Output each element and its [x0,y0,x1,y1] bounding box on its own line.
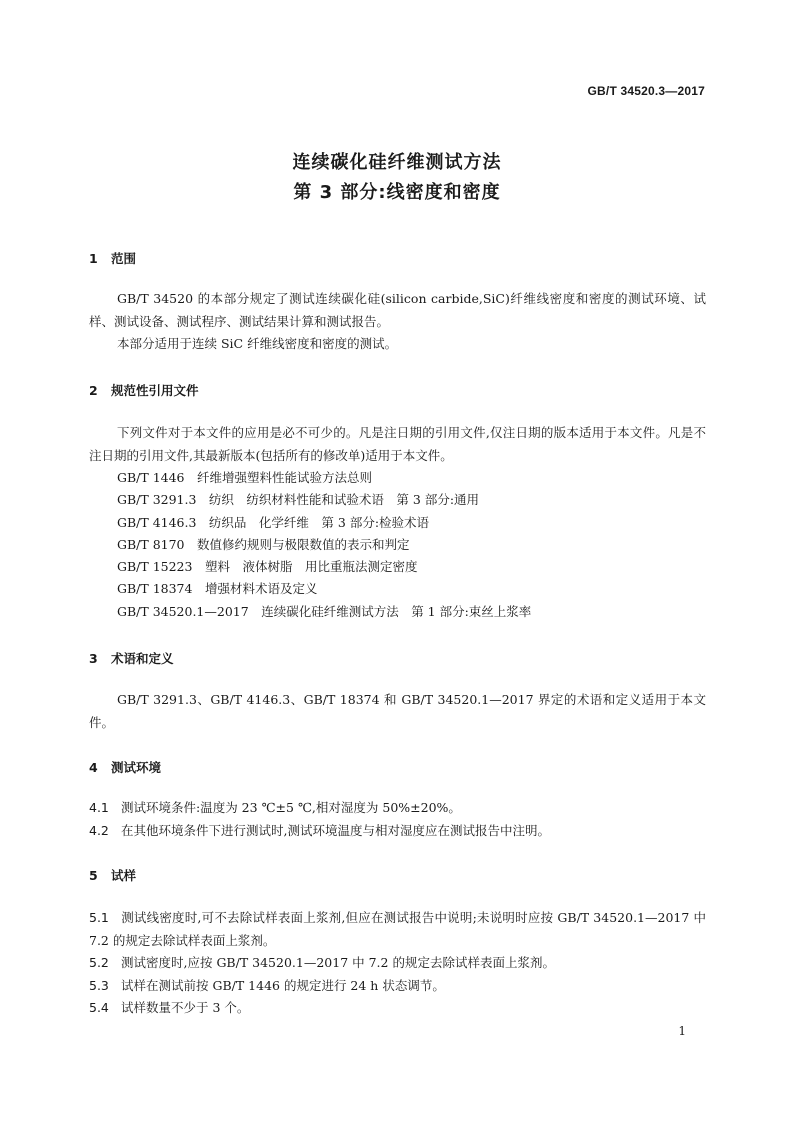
section-number: 4 [89,760,98,775]
section-number: 5 [89,868,98,883]
section-environment-body [89,797,706,842]
clause-number: 4.1 [89,800,109,815]
section-title: 测试环境 [111,760,162,775]
section-number: 1 [89,251,98,266]
section-title: 范围 [111,251,137,266]
section-scope [89,249,706,269]
clause-item [89,797,706,820]
clause-text: 试样在测试前按 GB/T 1446 的规定进行 24 h 状态调节。 [121,977,445,993]
reference-item: GB/T 1446 纤维增强塑料性能试验方法总则 [117,470,373,485]
page-number: 1 [678,1024,686,1038]
section-number: 2 [89,383,98,398]
section-title: 术语和定义 [111,651,174,666]
clause-text: 测试环境条件:温度为 23 ℃±5 ℃,相对湿度为 50%±20%。 [121,800,461,815]
title-line-1: 连续碳化硅纤维测试方法 [292,152,502,173]
section-normative-references [89,381,706,401]
reference-item: GB/T 18374 增强材料术语及定义 [117,581,318,597]
section-terms-body [89,689,706,734]
reference-item: GB/T 34520.1—2017 连续碳化硅纤维测试方法 第 1 部分:束丝上浆率 [117,603,532,619]
section-heading [89,381,706,401]
clause-number: 5.2 [89,955,109,970]
clause-item [89,975,706,998]
section-terms [89,649,706,669]
clause-number: 4.2 [89,822,109,838]
clause-item [89,952,706,975]
reference-item: GB/T 8170 数值修约规则与极限数值的表示和判定 [117,536,410,552]
clause-item [89,820,706,843]
section-specimen-body [89,907,706,1020]
clause-text: 在其他环境条件下进行测试时,测试环境温度与相对湿度应在测试报告中注明。 [121,822,550,838]
section-heading [89,758,706,778]
clause-number: 5.4 [89,1000,109,1015]
section-scope-body [89,288,706,356]
section-heading [89,866,706,886]
clause-item [89,997,706,1020]
paragraph: GB/T 34520 的本部分规定了测试连续碳化硅(silicon carbide,SiC)纤维线密度和密度的测试环境、试样、测试设备、测试程序、测试结果计算和测试报告。 [89,291,706,329]
clause-text: 测试密度时,应按 GB/T 34520.1—2017 中 7.2 的规定去除试样表面上浆剂。 [121,955,555,970]
clause-number: 5.3 [89,977,109,993]
section-number: 3 [89,651,98,666]
clause-text: 试样数量不少于 3 个。 [121,1000,250,1015]
reference-item: GB/T 4146.3 纺织品 化学纤维 第 3 部分:检验术语 [117,514,430,530]
paragraph: 本部分适用于连续 SiC 纤维线密度和密度的测试。 [117,336,398,351]
title-line-2: 第 3 部分:线密度和密度 [293,182,501,203]
section-test-environment [89,758,706,778]
reference-item: GB/T 15223 塑料 液体树脂 用比重瓶法测定密度 [117,559,418,575]
paragraph: 下列文件对于本文件的应用是必不可少的。凡是注日期的引用文件,仅注日期的版本适用于本文件。凡是不注日期的引用文件,其最新版本(包括所有的修改单)适用于本文件。 [89,425,706,463]
standard-code: GB/T 34520.3—2017 [587,84,705,98]
clause-number: 5.1 [89,910,109,925]
section-references-body [89,422,706,623]
reference-item: GB/T 3291.3 纺织 纺织材料性能和试验术语 第 3 部分:通用 [117,492,480,508]
paragraph: GB/T 3291.3、GB/T 4146.3、GB/T 18374 和 GB/T 34520.1—2017 界定的术语和定义适用于本文件。 [89,692,706,730]
section-title: 试样 [111,868,137,883]
document-title [0,148,794,208]
clause-text: 测试线密度时,可不去除试样表面上浆剂,但应在测试报告中说明;未说明时应按 GB/T 34520.1—2017 中 7.2 的规定去除试样表面上浆剂。 [89,910,706,948]
clause-item [89,907,706,952]
section-heading [89,649,706,669]
section-specimen [89,866,706,886]
section-title: 规范性引用文件 [111,383,199,398]
section-heading [89,249,706,269]
